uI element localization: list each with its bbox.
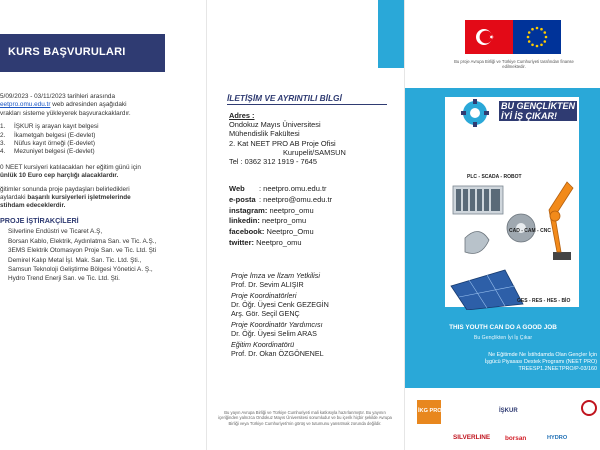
badge-line1: BU GENÇLİKTEN (501, 101, 575, 111)
contact-title: İLETİŞİM VE AYRINTILI BİLGİ (227, 93, 342, 103)
allowance-line2: ünlük 10 Euro cep harçlığı alacaklardır. (0, 172, 119, 180)
employment-line2a: aylardaki (0, 194, 26, 202)
university-seal-icon (581, 400, 597, 416)
team-block (231, 340, 329, 358)
funding-disclaimer: Bu yayın Avrupa Birliği ve Türkiye Cumhuriyeti mali katkısıyla hazırlanmıştır. Bu yayının içeriğinden yalnızca Ondokuz Mayıs Üniversitesi sorumludur ve bu içerik hiçbir şekilde Avrupa Birliği veya Türkiye Cumhuriyeti'nin görüş ve tutumunu yansıtmak zorunda değildir. (218, 410, 392, 426)
contact-value: neetpro_omu (261, 216, 307, 226)
badge-line2: İYİ İŞ ÇIKAR! (499, 111, 577, 121)
ikg-pro-logo-text: İKG PRO (418, 408, 442, 414)
contact-row[interactable] (229, 238, 332, 249)
stakeholders-list (0, 228, 203, 283)
list-number: 2. (0, 131, 6, 139)
stakeholders-title: PROJE İŞTİRAKÇİLERİ (0, 215, 79, 225)
partner-logos (413, 398, 599, 446)
list-item (0, 148, 203, 156)
contact-row[interactable] (229, 206, 332, 217)
employment-line3: stihdam edeceklerdir. (0, 202, 66, 210)
document-name: Mezuniyet belgesi (E-devlet) (14, 148, 95, 156)
program-info (419, 352, 597, 374)
team-block (231, 271, 329, 289)
program-line: İşgücü Piyasası Destek Programı (NEET PRO) (484, 359, 597, 366)
employment-line1: ğitimler sonunda proje paydaşları belirledikleri (0, 185, 130, 193)
iskur-logo: İŞKUR (499, 408, 518, 414)
list-item: Samsun Teknoloji Geliştirme Bölgesi Yönetici A. Ş., (8, 265, 153, 273)
contact-value: : neetpro@omu.edu.tr (259, 194, 333, 204)
borsan-logo: borsan (505, 435, 527, 442)
document-name: İkametgah belgesi (E-devlet) (14, 131, 96, 139)
list-number: 1. (0, 123, 6, 131)
course-applications-header (0, 34, 165, 72)
ges-label: GES - RES - HES - BİO (517, 298, 571, 304)
slogan-subtitle: Bu Gençlikten İyi İş Çıkar (473, 335, 533, 341)
eu-flag-icon (513, 20, 561, 54)
document-name: Nüfus kayıt örneği (E-devlet) (14, 140, 95, 148)
employment-paragraph (0, 186, 203, 211)
team-block (231, 320, 329, 338)
allowance-paragraph (0, 164, 203, 181)
address-label: Adres : (229, 111, 255, 120)
course-applications-title: KURS BAŞVURULARI (8, 46, 126, 58)
list-number: 4. (0, 148, 6, 156)
address-line: Ondokuz Mayıs Üniversitesi (229, 120, 321, 130)
role-title: Proje Koordinatör Yardımcısı (231, 320, 323, 329)
contact-label: e-posta (229, 194, 256, 204)
person-name: Prof. Dr. Okan ÖZGÖNENEL (231, 349, 324, 358)
team-block (231, 291, 329, 318)
contact-label: instagram: (229, 205, 268, 215)
program-code: TREESP1.2NEETPRO/P-03/160 (518, 366, 597, 373)
decorative-stripe (378, 0, 404, 68)
divider (227, 104, 387, 105)
silverline-logo: SILVERLINE (453, 434, 491, 441)
project-team (231, 271, 329, 360)
role-title: Proje Koordinatörleri (231, 291, 297, 300)
left-panel (0, 0, 206, 450)
intro-date-range: 5/09/2023 - 03/11/2023 tarihleri arasında (0, 93, 115, 100)
address-line: 2. Kat NEET PRO AB Proje Ofisi (229, 138, 336, 148)
intro-suffix: web adresinden aşağıdaki (52, 101, 127, 109)
contact-value: : neetpro.omu.edu.tr (259, 184, 327, 193)
phone: Tel : 0362 312 1919 - 7645 (229, 157, 317, 167)
list-item: Hydro Trend Enerji San. ve Tic. Ltd. Şti. (8, 275, 120, 283)
list-item (0, 140, 203, 148)
address-block (229, 111, 346, 166)
person-name: Dr. Öğr. Üyesi Cenk GEZEGİN (231, 300, 329, 309)
contact-value: neetpro_omu (269, 205, 314, 215)
turkey-flag-icon (465, 20, 513, 54)
application-website-link[interactable]: eetpro.omu.edu.tr (0, 101, 51, 109)
right-panel (404, 0, 600, 450)
role-title: Proje İmza ve İlzam Yetkilisi (231, 271, 320, 280)
person-name: Dr. Öğr. Üyesi Selim ARAS (231, 329, 317, 338)
applications-body (0, 93, 203, 285)
list-item: Demirel Kalıp Metal İşl. Mak. San. Tic. Ltd. Şti., (8, 256, 142, 264)
contact-row[interactable] (229, 216, 332, 227)
document-name: İŞKUR iş arayan kayıt belgesi (14, 123, 99, 131)
role-title: Eğitim Koordinatörü (231, 340, 295, 349)
campaign-badge (459, 98, 583, 128)
address-line: Mühendislik Fakültesi (229, 129, 300, 139)
contact-row[interactable] (229, 184, 332, 195)
employment-line2b: başarılı kursiyerleri işletmelerinde (27, 194, 131, 202)
contact-label: linkedin: (229, 216, 260, 226)
slogan: THIS YOUTH CAN DO A GOOD JOB (449, 324, 557, 331)
hydro-logo: HYDRO (547, 435, 568, 441)
contact-label: twitter: (229, 237, 254, 247)
person-name: Prof. Dr. Sevim ALIŞIR (231, 280, 304, 289)
contact-value: Neetpro_Omu (266, 227, 314, 237)
contact-label: facebook: (229, 227, 265, 237)
intro-paragraph (0, 93, 203, 118)
intro-line3: vrakları sisteme yükleyerek başvurackaklardır. (0, 109, 131, 117)
address-city: Kurupelit/SAMSUN (283, 147, 346, 157)
funding-caption: Bu proje Avrupa Birliği ve Türkiye Cumhuriyeti tarafından finanse edilmektedir. (454, 59, 574, 70)
contact-row[interactable] (229, 195, 332, 206)
list-number: 3. (0, 140, 6, 148)
middle-panel (206, 0, 404, 450)
flags (465, 20, 561, 54)
contact-row[interactable] (229, 227, 332, 238)
gear-people-icon (459, 98, 495, 128)
plc-label: PLC - SCADA - ROBOT (467, 174, 522, 180)
list-item (0, 132, 203, 140)
contact-label: Web (229, 184, 245, 193)
list-item: Borsan Kablo, Elektrik, Aydınlatma San. ve Tic. A.Ş., (8, 237, 157, 245)
list-item: 3EMS Elektrik Otomasyon Proje San. ve Tic. Ltd. Şti (8, 247, 157, 255)
required-documents-list (0, 123, 203, 157)
technology-illustration (445, 166, 581, 310)
contact-channels (229, 184, 332, 249)
allowance-line1: 0 NEET kursiyeri katılacakları her eğitim günü için (0, 163, 141, 171)
program-line: Ne Eğitimde Ne İstihdamda Olan Gençler İçin (488, 352, 597, 358)
badge-text (499, 101, 577, 121)
contact-value: Neetpro_omu (256, 237, 302, 247)
cad-label: CAD - CAM - CNC (509, 228, 551, 234)
list-item (0, 123, 203, 131)
list-item: Silverline Endüstri ve Ticaret A.Ş, (8, 228, 103, 236)
person-name: Arş. Gör. Seçil GENÇ (231, 309, 300, 318)
